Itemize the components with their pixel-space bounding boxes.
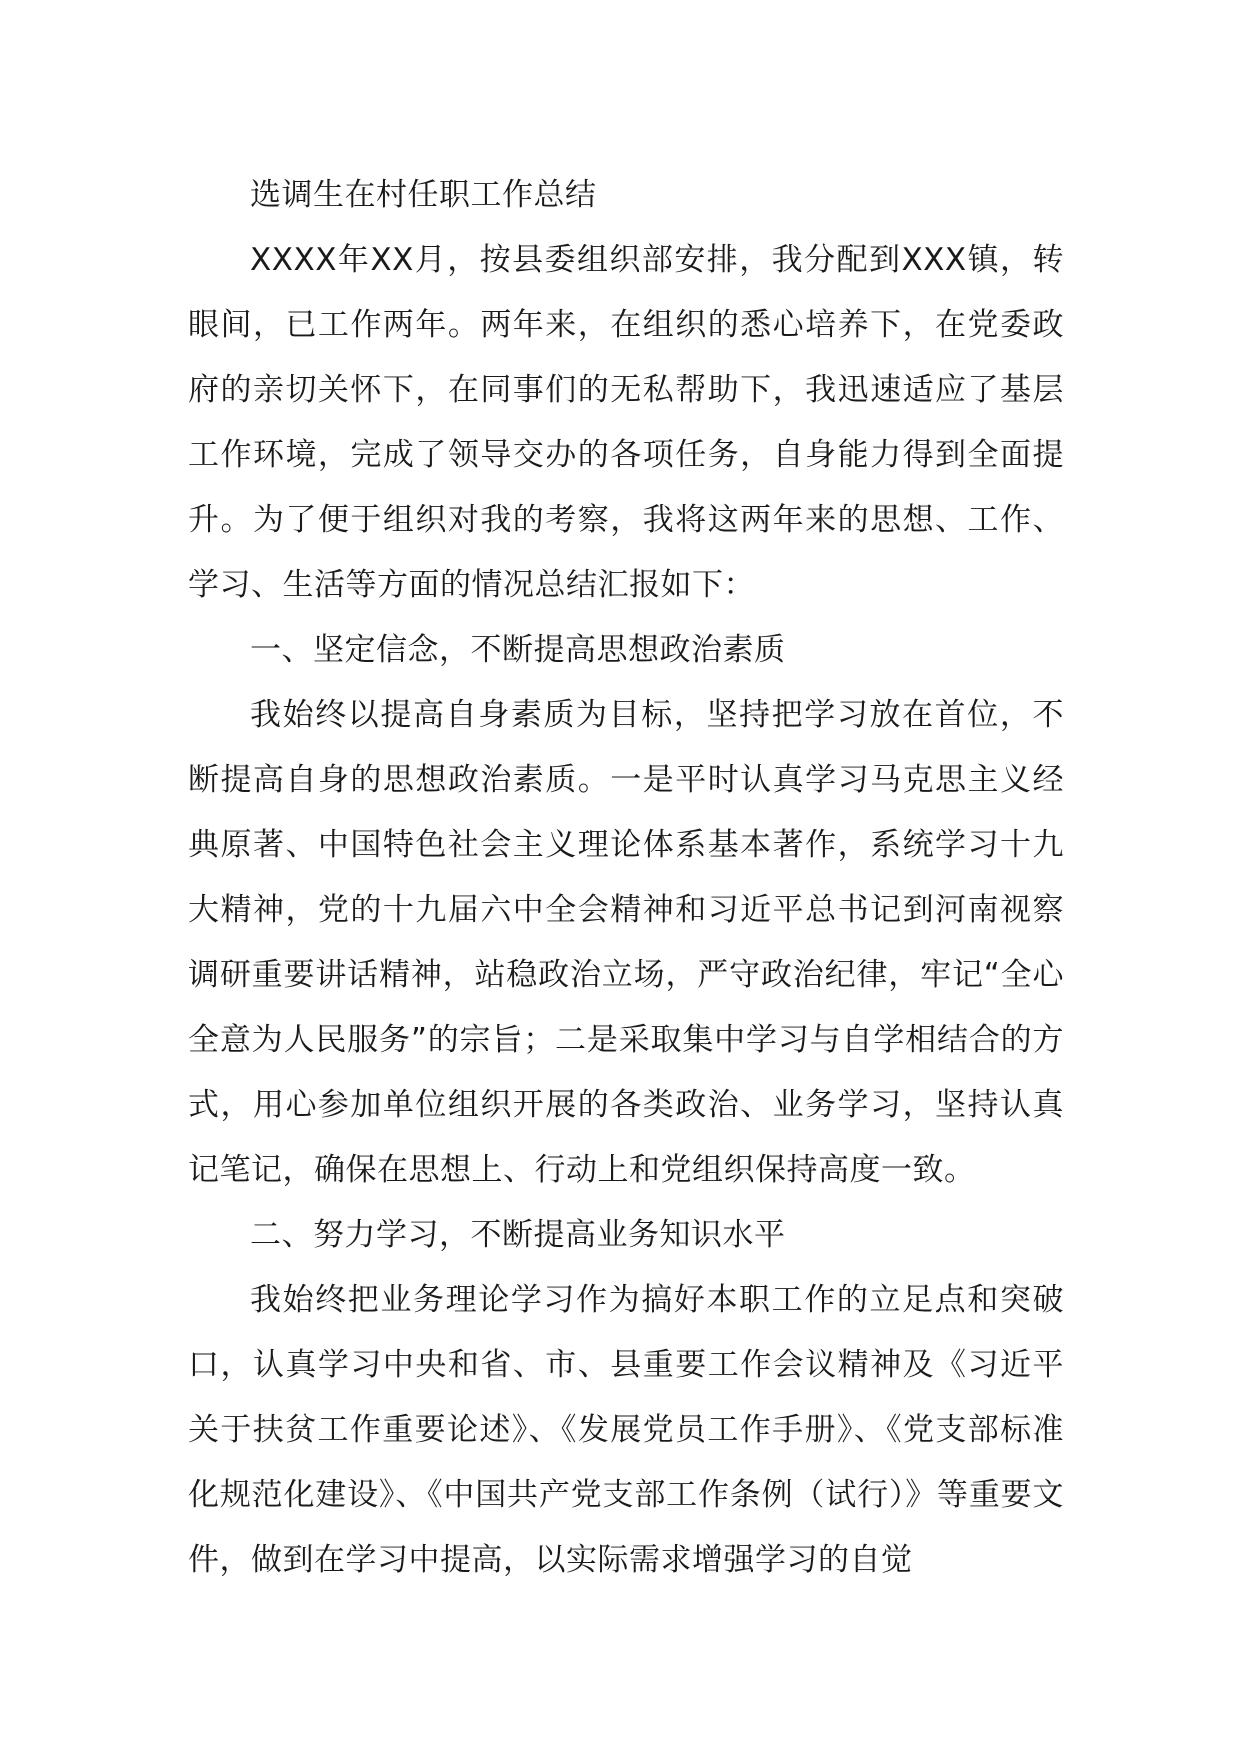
- section-heading-2: 二、努力学习，不断提高业务知识水平: [250, 1217, 786, 1253]
- document-title: 选调生在村任职工作总结: [250, 177, 597, 213]
- document-body: [188, 163, 1064, 1593]
- section-heading-1: 一、坚定信念，不断提高思想政治素质: [250, 632, 786, 668]
- intro-paragraph: XXXX年XX月，按县委组织部安排，我分配到XXX镇，转眼间，已工作两年。两年来，在组织的悉心培养下，在党委政府的亲切关怀下，在同事们的无私帮助下，我迅速适应了基层工作环境，完成了领导交办的各项任务，自身能力得到全面提升。为了便于组织对我的考察，我将这两年来的思想、工作、学习、生活等方面的情况总结汇报如下：: [188, 242, 1064, 603]
- section-2-paragraph: 我始终把业务理论学习作为搞好本职工作的立足点和突破口，认真学习中央和省、市、县重要工作会议精神及《习近平关于扶贫工作重要论述》、《发展党员工作手册》、《党支部标准化规范化建设》、《中国共产党支部工作条例（试行）》等重要文件，做到在学习中提高，以实际需求增强学习的自觉: [188, 1282, 1064, 1578]
- section-1-paragraph: 我始终以提高自身素质为目标，坚持把学习放在首位，不断提高自身的思想政治素质。一是平时认真学习马克思主义经典原著、中国特色社会主义理论体系基本著作，系统学习十九大精神，党的十九届六中全会精神和习近平总书记到河南视察调研重要讲话精神，站稳政治立场，严守政治纪律，牢记“全心全意为人民服务”的宗旨；二是采取集中学习与自学相结合的方式，用心参加单位组织开展的各类政治、业务学习，坚持认真记笔记，确保在思想上、行动上和党组织保持高度一致。: [188, 697, 1064, 1188]
